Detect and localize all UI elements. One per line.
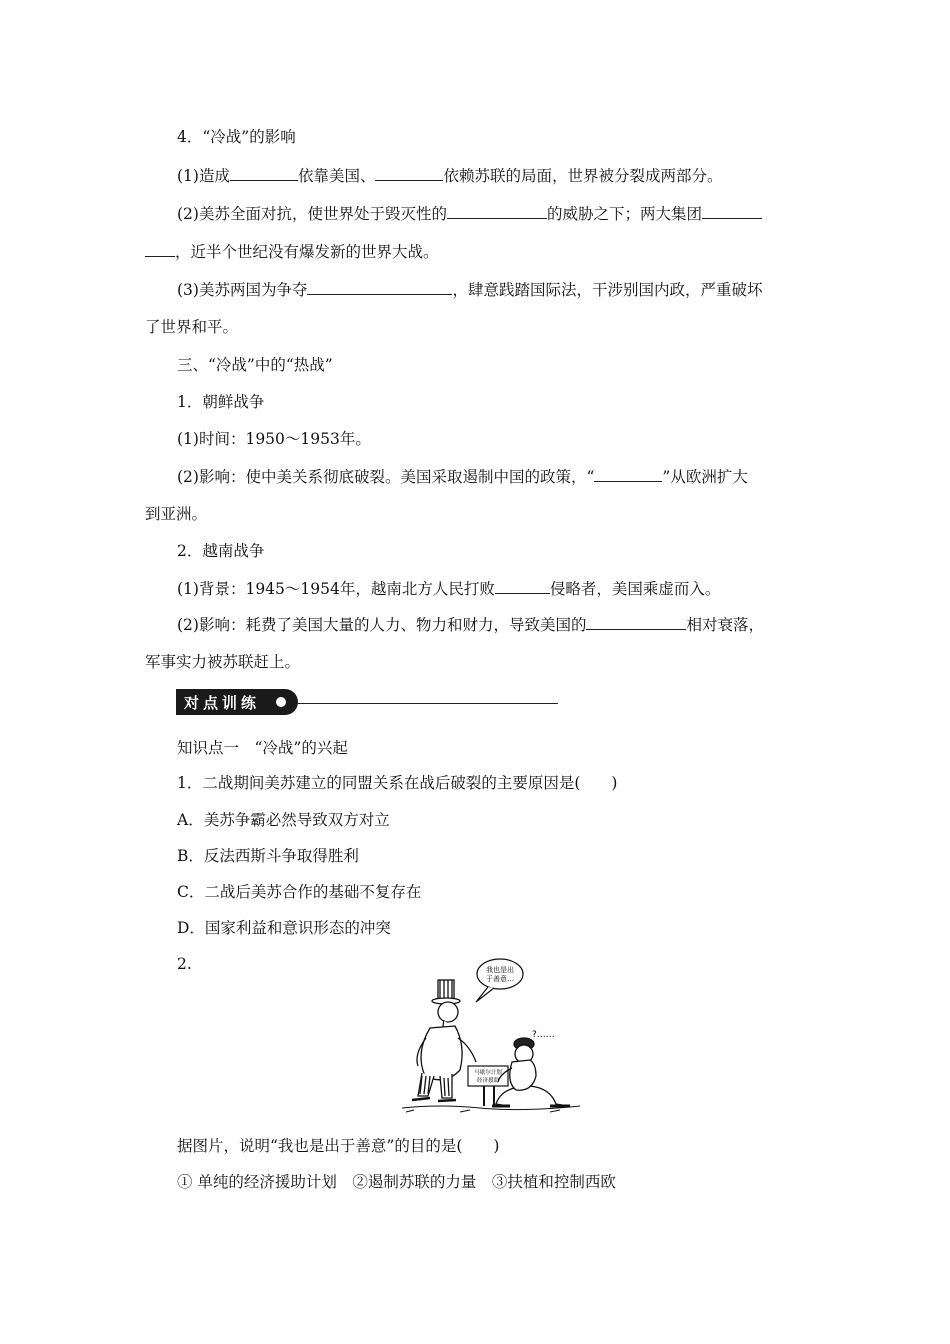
fill-blank <box>586 614 686 630</box>
vietnam-war-impact: (2)影响：耗费了美国大量的人力、物力和财力，导致美国的 相对衰落， <box>177 616 764 634</box>
fill-blank <box>145 241 175 257</box>
question-mark-text: ?…… <box>532 1030 555 1040</box>
question-2-stem: 据图片，说明“我也是出于善意”的目的是( ) <box>177 1137 500 1155</box>
question-1-option-b: B．反法西斯斗争取得胜利 <box>177 847 359 865</box>
uncle-sam-figure <box>412 980 476 1101</box>
badge-dot-icon <box>276 697 286 707</box>
paragraph-impact-3-cont: 了世界和平。 <box>145 318 239 336</box>
sign-text-line2: 经济援助 <box>476 1078 500 1084</box>
question-1-option-a: A．美苏争霸必然导致双方对立 <box>177 811 390 829</box>
paragraph-impact-1: (1)造成 依靠美国、 依赖苏联的局面，世界被分裂成两部分。 <box>177 167 723 185</box>
bubble-text-line1: 我也是出 <box>486 966 514 974</box>
vietnam-war-background: (1)背景：1945～1954年，越南北方人民打败 侵略者，美国乘虚而入。 <box>177 580 721 598</box>
fill-blank <box>447 203 547 219</box>
practice-badge <box>176 689 298 715</box>
korean-war-time: (1)时间：1950～1953年。 <box>177 430 371 448</box>
korean-war-impact: (2)影响：使中美关系彻底破裂。美国采取遏制中国的政策，“ ”从欧洲扩大 <box>177 468 748 486</box>
bubble-text-line2: 于善意… <box>486 975 514 983</box>
practice-badge-label: 对点训练 <box>184 694 261 712</box>
sign-text-line1: 马歇尔计划 <box>474 1070 502 1076</box>
badge-divider <box>298 703 558 704</box>
subheading-vietnam-war: 2．越南战争 <box>177 542 265 560</box>
marshall-plan-sign <box>468 1066 508 1106</box>
question-1-option-c: C．二战后美苏合作的基础不复存在 <box>177 883 422 901</box>
paragraph-impact-2-cont: ，近半个世纪没有爆发新的世界大战。 <box>145 241 439 262</box>
question-1-stem: 1．二战期间美苏建立的同盟关系在战后破裂的主要原因是( ) <box>177 774 618 792</box>
knowledge-point-title: 知识点一 “冷战”的兴起 <box>177 739 348 757</box>
fill-blank <box>307 279 452 295</box>
question-2-choices: ① 单纯的经济援助计划 ②遏制苏联的力量 ③扶植和控制西欧 <box>177 1173 616 1191</box>
question-1-option-d: D．国家利益和意识形态的冲突 <box>177 919 391 937</box>
question-2-number: 2. <box>177 955 192 973</box>
fill-blank <box>495 578 550 594</box>
fill-blank <box>230 165 298 181</box>
fill-blank <box>702 203 762 219</box>
vietnam-war-impact-cont: 军事实力被苏联赶上。 <box>145 653 301 671</box>
subheading-korean-war: 1．朝鲜战争 <box>177 393 265 411</box>
korean-war-impact-cont: 到亚洲。 <box>145 505 208 523</box>
fill-blank <box>594 466 662 482</box>
marshall-plan-cartoon <box>400 958 585 1118</box>
fill-blank <box>375 165 443 181</box>
paragraph-impact-2: (2)美苏全面对抗，使世界处于毁灭性的 的威胁之下；两大集团 <box>177 203 762 224</box>
section-heading-cold-war-impact: 4．“冷战”的影响 <box>177 128 296 146</box>
speech-bubble <box>477 959 523 989</box>
section-heading-hot-wars: 三、“冷战”中的“热战” <box>177 356 333 374</box>
paragraph-impact-3: (3)美苏两国为争夺 ，肆意践踏国际法，干涉别国内政，严重破坏 <box>177 281 763 299</box>
